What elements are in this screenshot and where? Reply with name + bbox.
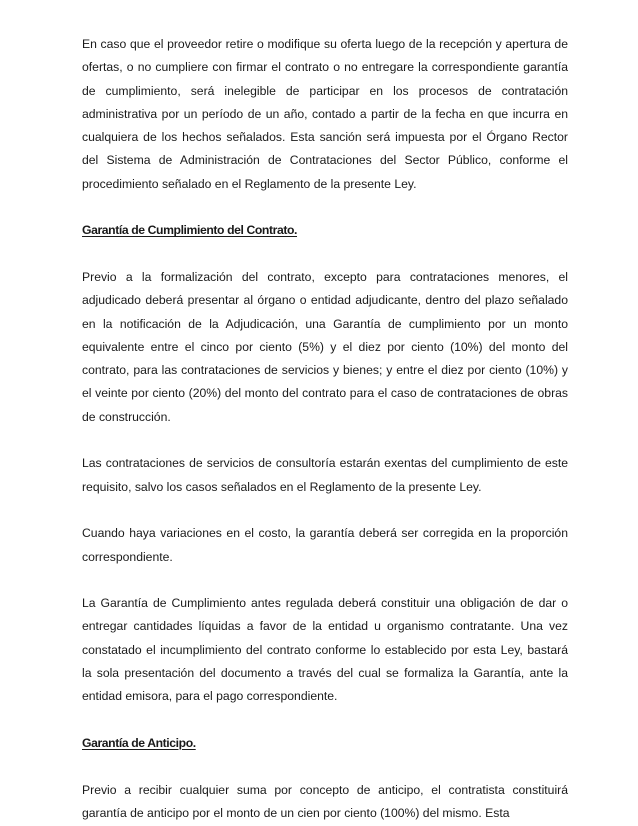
paragraph-obligacion-garantia: La Garantía de Cumplimiento antes regulada deberá constituir una obligación de dar o entregar cantidades líquidas a favor de la entidad u organismo contratante. Una vez constatado el incumplimiento del contrato conforme lo establecido por esta Ley, bastará la sola presentación del documento a través del cual se formaliza la Garantía, ante la entidad emisora, para el pago correspondiente. xyxy=(82,596,568,704)
heading-garantia-cumplimiento: Garantía de Cumplimiento del Contrato. xyxy=(82,223,298,238)
paragraph-variaciones-costo: Cuando haya variaciones en el costo, la garantía deberá ser corregida en la proporción correspondiente. xyxy=(82,526,568,564)
paragraph-consultoria-exentas: Las contrataciones de servicios de consultoría estarán exentas del cumplimiento de este requisito, salvo los casos señalados en el Reglamento de la presente Ley. xyxy=(82,456,568,494)
document-body xyxy=(82,33,568,826)
paragraph-anticipo: Previo a recibir cualquier suma por concepto de anticipo, el contratista constituirá garantía de anticipo por el monto de un cien por ciento (100%) del mismo. Esta xyxy=(82,782,568,820)
paragraph-formalizacion-contrato: Previo a la formalización del contrato, excepto para contrataciones menores, el adjudicado deberá presentar al órgano o entidad adjudicante, dentro del plazo señalado en la notificación de la Adjudicación, una Garantía de cumplimiento por un monto equivalente entre el cinco por ciento (5%) y el diez por ciento (10%) del monto del contrato, para las contrataciones de servicios y bienes; y entre el diez por ciento (10%) y el veinte por ciento (20%) del monto del contrato para el caso de contrataciones de obras de construcción. xyxy=(82,269,568,424)
heading-garantia-anticipo: Garantía de Anticipo. xyxy=(82,735,196,750)
paragraph-proveedor-sancion: En caso que el proveedor retire o modifique su oferta luego de la recepción y apertura de ofertas, o no cumpliere con firmar el contrato o no entregare la correspondiente garantía de cumplimiento, será inelegible de participar en los procesos de contratación administrativa por un período de un año, contado a partir de la fecha en que incurra en cualquiera de los hechos señalados. Esta sanción será impuesta por el Órgano Rector del Sistema de Administración de Contrataciones del Sector Público, conforme el procedimiento señalado en el Reglamento de la presente Ley. xyxy=(82,37,568,191)
